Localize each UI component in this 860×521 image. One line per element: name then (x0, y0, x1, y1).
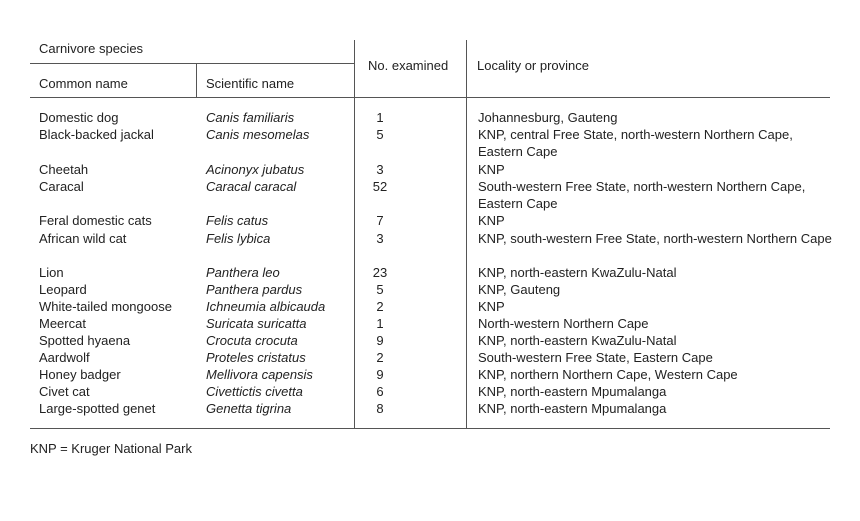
cell-count: 5 (376, 127, 384, 142)
cell-common: Feral domestic cats (39, 213, 152, 228)
cell-common: Cheetah (39, 162, 89, 177)
cell-locality: KNP (478, 299, 505, 314)
header-group-label: Carnivore species (39, 41, 144, 56)
cell-common: Civet cat (39, 384, 90, 399)
cell-scientific: Crocuta crocuta (206, 333, 298, 348)
cell-common: White-tailed mongoose (39, 299, 172, 314)
cell-count: 1 (376, 316, 384, 331)
cell-locality: KNP (478, 162, 505, 177)
cell-locality: South-western Free State, north-western Northern Cape, Eastern Cape (478, 179, 806, 211)
cell-scientific: Caracal caracal (206, 179, 297, 194)
cell-locality: KNP, northern Northern Cape, Western Cape (478, 367, 738, 382)
cell-scientific: Panthera leo (206, 265, 280, 280)
header-scientific-name: Scientific name (206, 76, 295, 91)
cell-locality: KNP, central Free State, north-western Northern Cape, Eastern Cape (478, 127, 793, 159)
cell-scientific: Mellivora capensis (206, 367, 313, 382)
top-rule (30, 97, 830, 98)
cell-common: Lion (39, 265, 64, 280)
cell-common: Meercat (39, 316, 86, 331)
cell-locality: KNP, Gauteng (478, 282, 561, 297)
cell-locality: KNP, north-eastern KwaZulu-Natal (478, 333, 677, 348)
cell-common: Large-spotted genet (39, 401, 156, 416)
group-underline-rule (30, 63, 355, 64)
cell-count: 6 (376, 384, 384, 399)
header-common-name: Common name (39, 76, 128, 91)
cell-scientific: Panthera pardus (206, 282, 303, 297)
cell-locality: KNP, north-eastern Mpumalanga (478, 401, 667, 416)
cell-count: 52 (372, 179, 388, 194)
cell-count: 5 (376, 282, 384, 297)
cell-common: Caracal (39, 179, 84, 194)
cell-locality: South-western Free State, Eastern Cape (478, 350, 713, 365)
cell-scientific: Felis catus (206, 213, 269, 228)
cell-common: Leopard (39, 282, 87, 297)
cell-count: 9 (376, 333, 384, 348)
cell-count: 2 (376, 350, 384, 365)
divider-locality (466, 40, 467, 429)
cell-locality: KNP (478, 213, 505, 228)
cell-scientific: Acinonyx jubatus (206, 162, 305, 177)
cell-locality: KNP, north-eastern KwaZulu-Natal (478, 265, 677, 280)
cell-scientific: Genetta tigrina (206, 401, 292, 416)
header-number-examined: No. examined (368, 58, 449, 73)
cell-common: Black-backed jackal (39, 127, 154, 142)
cell-scientific: Suricata suricatta (206, 316, 307, 331)
cell-common: Domestic dog (39, 110, 119, 125)
table-footnote: KNP = Kruger National Park (30, 441, 192, 456)
divider-count (354, 40, 355, 429)
header-locality: Locality or province (477, 58, 589, 73)
cell-scientific: Ichneumia albicauda (206, 299, 326, 314)
cell-common: Aardwolf (39, 350, 90, 365)
cell-scientific: Felis lybica (206, 231, 271, 246)
cell-scientific: Proteles cristatus (206, 350, 306, 365)
cell-count: 3 (376, 231, 384, 246)
cell-scientific: Civettictis civetta (206, 384, 303, 399)
cell-common: African wild cat (39, 231, 127, 246)
cell-count: 23 (372, 265, 388, 280)
cell-count: 1 (376, 110, 384, 125)
bottom-rule (30, 428, 830, 429)
divider-scientific (196, 63, 197, 98)
cell-locality: KNP, south-western Free State, north-western Northern Cape (478, 231, 832, 246)
cell-locality: Johannesburg, Gauteng (478, 110, 618, 125)
cell-count: 7 (376, 213, 384, 228)
cell-common: Spotted hyaena (39, 333, 131, 348)
cell-common: Honey badger (39, 367, 121, 382)
cell-locality: North-western Northern Cape (478, 316, 649, 331)
cell-count: 3 (376, 162, 384, 177)
cell-scientific: Canis familiaris (206, 110, 295, 125)
cell-count: 9 (376, 367, 384, 382)
cell-count: 8 (376, 401, 384, 416)
cell-locality: KNP, north-eastern Mpumalanga (478, 384, 667, 399)
cell-scientific: Canis mesomelas (206, 127, 310, 142)
cell-count: 2 (376, 299, 384, 314)
